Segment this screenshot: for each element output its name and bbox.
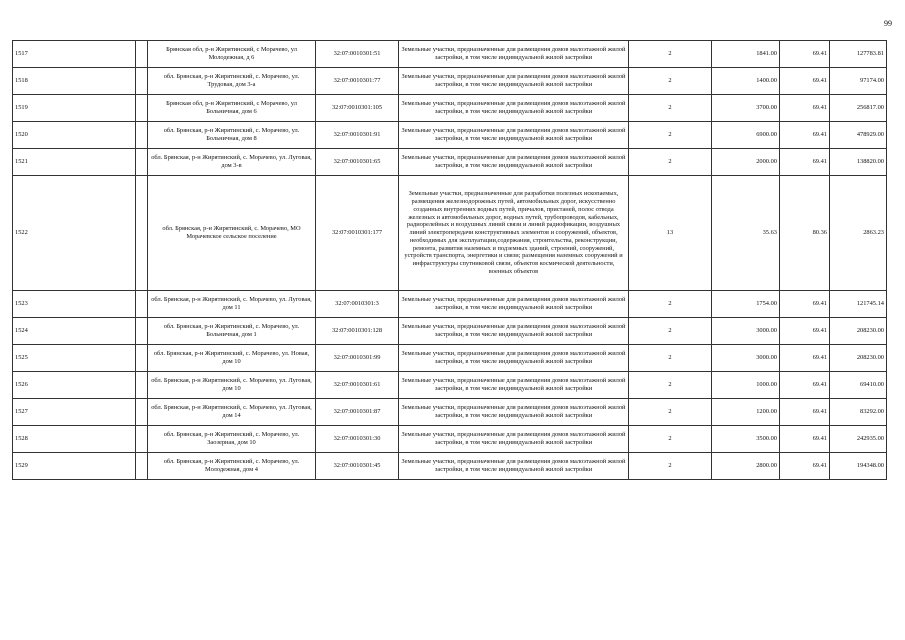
table-row (13, 41, 887, 68)
empty-cell (136, 426, 148, 453)
category-code-cell: 2 (629, 149, 712, 176)
category-code-cell: 2 (629, 345, 712, 372)
cadastral-number-cell: 32:07:0010301:91 (316, 122, 399, 149)
area-cell: 2000.00 (712, 149, 780, 176)
empty-cell (136, 318, 148, 345)
address-cell: обл. Брянская, р-н Жирятинский, с. Морачево, ул. Больничная, дом 1 (148, 318, 316, 345)
cadastral-value-cell: 242935.00 (830, 426, 887, 453)
table-row (13, 399, 887, 426)
cadastral-number-cell: 32:07:0010301:51 (316, 41, 399, 68)
address-cell: обл. Брянская, р-н Жирятинский, с. Морачево, ул. Луговая, дом 10 (148, 372, 316, 399)
cadastral-value-cell: 97174.00 (830, 68, 887, 95)
specific-value-cell: 69.41 (780, 122, 830, 149)
address-cell: обл. Брянская, р-н Жирятинский, с. Морачево, ул. Луговая, дом 3-в (148, 149, 316, 176)
area-cell: 1841.00 (712, 41, 780, 68)
specific-value-cell: 69.41 (780, 345, 830, 372)
category-code-cell: 2 (629, 453, 712, 480)
land-use-cell: Земельные участки, предназначенные для размещения домов малоэтажной жилой застройки, в том числе индивидуальной жилой застройки (399, 95, 629, 122)
cadastral-number-cell: 32:07:0010301:77 (316, 68, 399, 95)
empty-cell (136, 345, 148, 372)
specific-value-cell: 69.41 (780, 68, 830, 95)
address-cell: Брянская обл, р-н Жирятинский, с Морачево, ул Молодежная, д 6 (148, 41, 316, 68)
table-row (13, 122, 887, 149)
table-row (13, 176, 887, 291)
land-use-cell: Земельные участки, предназначенные для размещения домов малоэтажной жилой застройки, в том числе индивидуальной жилой застройки (399, 426, 629, 453)
row-number: 1527 (13, 399, 136, 426)
cadastral-value-cell: 194348.00 (830, 453, 887, 480)
address-cell: обл. Брянская, р-н Жирятинский, с. Морачево, ул. Молодежная, дом 4 (148, 453, 316, 480)
cadastral-number-cell: 32:07:0010301:61 (316, 372, 399, 399)
cadastral-number-cell: 32:07:0010301:3 (316, 291, 399, 318)
area-cell: 3500.00 (712, 426, 780, 453)
area-cell: 3700.00 (712, 95, 780, 122)
area-cell: 35.63 (712, 176, 780, 291)
table-row (13, 95, 887, 122)
address-cell: обл. Брянская, р-н Жирятинский, с. Морачево, ул. Трудовая, дом 3-а (148, 68, 316, 95)
table-row (13, 345, 887, 372)
empty-cell (136, 41, 148, 68)
empty-cell (136, 291, 148, 318)
row-number: 1518 (13, 68, 136, 95)
page-number: 99 (884, 19, 892, 28)
cadastral-number-cell: 32:07:0010301:177 (316, 176, 399, 291)
cadastral-number-cell: 32:07:0010301:87 (316, 399, 399, 426)
area-cell: 6900.00 (712, 122, 780, 149)
land-use-cell: Земельные участки, предназначенные для размещения домов малоэтажной жилой застройки, в том числе индивидуальной жилой застройки (399, 399, 629, 426)
cadastral-value-cell: 127783.81 (830, 41, 887, 68)
land-use-cell: Земельные участки, предназначенные для размещения домов малоэтажной жилой застройки, в том числе индивидуальной жилой застройки (399, 318, 629, 345)
specific-value-cell: 69.41 (780, 453, 830, 480)
specific-value-cell: 69.41 (780, 149, 830, 176)
land-use-cell: Земельные участки, предназначенные для размещения домов малоэтажной жилой застройки, в том числе индивидуальной жилой застройки (399, 149, 629, 176)
address-cell: обл. Брянская, р-н Жирятинский, с. Морачево, ул. Луговая, дом 11 (148, 291, 316, 318)
empty-cell (136, 122, 148, 149)
address-cell: обл. Брянская, р-н Жирятинский, с. Морачево, ул. Больничная, дом 8 (148, 122, 316, 149)
cadastral-value-cell: 69410.00 (830, 372, 887, 399)
category-code-cell: 2 (629, 426, 712, 453)
cadastral-number-cell: 32:07:0010301:99 (316, 345, 399, 372)
category-code-cell: 2 (629, 95, 712, 122)
empty-cell (136, 68, 148, 95)
table-row (13, 149, 887, 176)
area-cell: 3000.00 (712, 318, 780, 345)
cadastral-value-cell: 2863.23 (830, 176, 887, 291)
specific-value-cell: 69.41 (780, 372, 830, 399)
specific-value-cell: 80.36 (780, 176, 830, 291)
table-row (13, 318, 887, 345)
address-cell: Брянская обл, р-н Жирятинский, с Морачево, ул Больничная, дом 6 (148, 95, 316, 122)
area-cell: 1400.00 (712, 68, 780, 95)
specific-value-cell: 69.41 (780, 426, 830, 453)
row-number: 1520 (13, 122, 136, 149)
cadastral-value-cell: 83292.00 (830, 399, 887, 426)
land-use-cell: Земельные участки, предназначенные для разработки полезных ископаемых, размещения железнодорожных путей, автомобильных дорог, искусственно созданных внутренних водных путей, причалов, пристаней, полос отвода железных и автомобильных дорог, водных путей, трубопроводов, кабельных, радиорелейных и воздушных линий связи и линий радиофикации, воздушных линий электропередачи конструктивных элементов и сооружений, объектов, необходимых для эксплуатации,содержания, строительства, реконструкции, ремонта, развития наземных и подземных зданий, строений, сооружений, устройств транспорта, энергетики и связи; размещения наземных сооружений и инфраструктуры спутниковой связи, объектов космической деятельности, военных объектов (399, 176, 629, 291)
cadastral-value-cell: 478929.00 (830, 122, 887, 149)
row-number: 1522 (13, 176, 136, 291)
empty-cell (136, 95, 148, 122)
land-use-cell: Земельные участки, предназначенные для размещения домов малоэтажной жилой застройки, в том числе индивидуальной жилой застройки (399, 122, 629, 149)
specific-value-cell: 69.41 (780, 41, 830, 68)
specific-value-cell: 69.41 (780, 318, 830, 345)
category-code-cell: 2 (629, 318, 712, 345)
cadastral-number-cell: 32:07:0010301:105 (316, 95, 399, 122)
empty-cell (136, 176, 148, 291)
area-cell: 1000.00 (712, 372, 780, 399)
row-number: 1525 (13, 345, 136, 372)
land-use-cell: Земельные участки, предназначенные для размещения домов малоэтажной жилой застройки, в том числе индивидуальной жилой застройки (399, 68, 629, 95)
area-cell: 1200.00 (712, 399, 780, 426)
cadastral-value-cell: 208230.00 (830, 318, 887, 345)
row-number: 1517 (13, 41, 136, 68)
area-cell: 1754.00 (712, 291, 780, 318)
table-row (13, 291, 887, 318)
cadastral-number-cell: 32:07:0010301:128 (316, 318, 399, 345)
category-code-cell: 2 (629, 291, 712, 318)
cadastral-value-cell: 138820.00 (830, 149, 887, 176)
land-use-cell: Земельные участки, предназначенные для размещения домов малоэтажной жилой застройки, в том числе индивидуальной жилой застройки (399, 41, 629, 68)
address-cell: обл. Брянская, р-н Жирятинский, с. Морачево, МО Морачевское сельское поселение (148, 176, 316, 291)
category-code-cell: 2 (629, 41, 712, 68)
row-number: 1521 (13, 149, 136, 176)
cadastral-value-cell: 256817.00 (830, 95, 887, 122)
cadastral-number-cell: 32:07:0010301:65 (316, 149, 399, 176)
empty-cell (136, 149, 148, 176)
land-use-cell: Земельные участки, предназначенные для размещения домов малоэтажной жилой застройки, в том числе индивидуальной жилой застройки (399, 453, 629, 480)
table-row (13, 372, 887, 399)
empty-cell (136, 453, 148, 480)
row-number: 1524 (13, 318, 136, 345)
specific-value-cell: 69.41 (780, 291, 830, 318)
row-number: 1526 (13, 372, 136, 399)
area-cell: 3000.00 (712, 345, 780, 372)
category-code-cell: 2 (629, 122, 712, 149)
table-row (13, 453, 887, 480)
table-row (13, 68, 887, 95)
address-cell: обл. Брянская, р-н Жирятинский, с. Морачево, ул. Заозерная, дом 10 (148, 426, 316, 453)
land-use-cell: Земельные участки, предназначенные для размещения домов малоэтажной жилой застройки, в том числе индивидуальной жилой застройки (399, 372, 629, 399)
row-number: 1529 (13, 453, 136, 480)
cadastral-value-cell: 121745.14 (830, 291, 887, 318)
empty-cell (136, 399, 148, 426)
table-row (13, 426, 887, 453)
area-cell: 2800.00 (712, 453, 780, 480)
specific-value-cell: 69.41 (780, 399, 830, 426)
cadastral-number-cell: 32:07:0010301:45 (316, 453, 399, 480)
cadastral-value-cell: 208230.00 (830, 345, 887, 372)
category-code-cell: 2 (629, 68, 712, 95)
row-number: 1523 (13, 291, 136, 318)
specific-value-cell: 69.41 (780, 95, 830, 122)
cadastral-value-table (12, 40, 887, 480)
row-number: 1528 (13, 426, 136, 453)
address-cell: обл. Брянская, р-н Жирятинский, с. Морачево, ул. Луговая, дом 14 (148, 399, 316, 426)
land-use-cell: Земельные участки, предназначенные для размещения домов малоэтажной жилой застройки, в том числе индивидуальной жилой застройки (399, 291, 629, 318)
row-number: 1519 (13, 95, 136, 122)
land-use-cell: Земельные участки, предназначенные для размещения домов малоэтажной жилой застройки, в том числе индивидуальной жилой застройки (399, 345, 629, 372)
cadastral-number-cell: 32:07:0010301:30 (316, 426, 399, 453)
address-cell: обл. Брянская, р-н Жирятинский, с. Морачево, ул. Новая, дом 10 (148, 345, 316, 372)
table-body (13, 41, 887, 480)
category-code-cell: 13 (629, 176, 712, 291)
empty-cell (136, 372, 148, 399)
category-code-cell: 2 (629, 372, 712, 399)
category-code-cell: 2 (629, 399, 712, 426)
